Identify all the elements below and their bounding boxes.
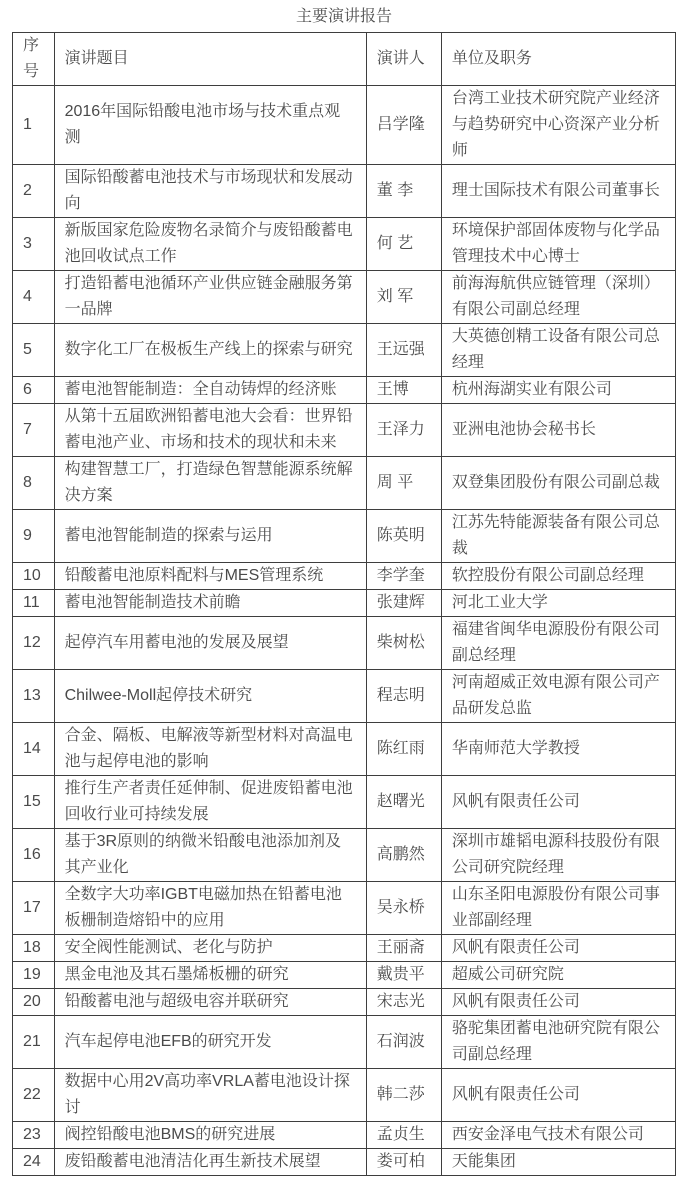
table-row — [13, 1122, 676, 1149]
row-topic-cell: 全数字大功率IGBT电磁加热在铅蓄电池板栅制造熔铅中的应用 — [54, 882, 366, 935]
row-speaker-cell: 董 李 — [366, 165, 441, 218]
row-topic-cell: 国际铅酸蓄电池技术与市场现状和发展动向 — [54, 165, 366, 218]
row-speaker-cell: 陈英明 — [366, 510, 441, 563]
row-speaker-cell: 王丽斋 — [366, 935, 441, 962]
table-row — [13, 324, 676, 377]
row-speaker-cell: 吴永桥 — [366, 882, 441, 935]
row-number-cell: 12 — [13, 617, 55, 670]
row-topic-cell: 铅酸蓄电池原料配料与MES管理系统 — [54, 563, 366, 590]
row-number-cell: 10 — [13, 563, 55, 590]
table-row — [13, 882, 676, 935]
row-number-cell: 3 — [13, 218, 55, 271]
row-topic-cell: 汽车起停电池EFB的研究开发 — [54, 1016, 366, 1069]
header-cell-no: 序号 — [13, 33, 55, 86]
table-row — [13, 989, 676, 1016]
row-number-cell: 23 — [13, 1122, 55, 1149]
header-cell-topic: 演讲题目 — [54, 33, 366, 86]
row-org-cell: 福建省闽华电源股份有限公司副总经理 — [441, 617, 675, 670]
row-org-cell: 风帆有限责任公司 — [441, 1069, 675, 1122]
table-row — [13, 165, 676, 218]
row-topic-cell: 2016年国际铅酸电池市场与技术重点观测 — [54, 86, 366, 165]
row-topic-cell: 合金、隔板、电解液等新型材料对高温电池与起停电池的影响 — [54, 723, 366, 776]
row-topic-cell: 新版国家危险废物名录简介与废铅酸蓄电池回收试点工作 — [54, 218, 366, 271]
row-org-cell: 亚洲电池协会秘书长 — [441, 404, 675, 457]
row-org-cell: 软控股份有限公司副总经理 — [441, 563, 675, 590]
row-org-cell: 江苏先特能源装备有限公司总裁 — [441, 510, 675, 563]
row-org-cell: 山东圣阳电源股份有限公司事业部副经理 — [441, 882, 675, 935]
row-speaker-cell: 周 平 — [366, 457, 441, 510]
row-number-cell: 15 — [13, 776, 55, 829]
table-row — [13, 670, 676, 723]
row-org-cell: 天能集团 — [441, 1149, 675, 1176]
page-title: 主要演讲报告 — [295, 8, 392, 25]
header-cell-speaker: 演讲人 — [366, 33, 441, 86]
table-row — [13, 457, 676, 510]
row-speaker-cell: 宋志光 — [366, 989, 441, 1016]
row-topic-cell: 数字化工厂在极板生产线上的探索与研究 — [54, 324, 366, 377]
row-speaker-cell: 柴树松 — [366, 617, 441, 670]
row-number-cell: 16 — [13, 829, 55, 882]
row-org-cell: 河南超威正效电源有限公司产品研发总监 — [441, 670, 675, 723]
row-number-cell: 24 — [13, 1149, 55, 1176]
row-org-cell: 深圳市雄韬电源科技股份有限公司研究院经理 — [441, 829, 675, 882]
table-header-row — [13, 33, 676, 86]
row-number-cell: 11 — [13, 590, 55, 617]
row-topic-cell: 安全阀性能测试、老化与防护 — [54, 935, 366, 962]
table-header — [13, 33, 676, 86]
row-org-cell: 骆驼集团蓄电池研究院有限公司副总经理 — [441, 1016, 675, 1069]
row-topic-cell: 蓄电池智能制造：全自动铸焊的经济账 — [54, 377, 366, 404]
row-number-cell: 17 — [13, 882, 55, 935]
row-speaker-cell: 赵曙光 — [366, 776, 441, 829]
row-org-cell: 前海海航供应链管理（深圳）有限公司副总经理 — [441, 271, 675, 324]
row-topic-cell: 阀控铅酸电池BMS的研究进展 — [54, 1122, 366, 1149]
row-speaker-cell: 陈红雨 — [366, 723, 441, 776]
row-speaker-cell: 孟贞生 — [366, 1122, 441, 1149]
row-topic-cell: 蓄电池智能制造技术前瞻 — [54, 590, 366, 617]
row-number-cell: 4 — [13, 271, 55, 324]
row-speaker-cell: 韩二莎 — [366, 1069, 441, 1122]
row-number-cell: 8 — [13, 457, 55, 510]
row-speaker-cell: 高鹏然 — [366, 829, 441, 882]
row-number-cell: 5 — [13, 324, 55, 377]
row-number-cell: 14 — [13, 723, 55, 776]
row-org-cell: 风帆有限责任公司 — [441, 776, 675, 829]
row-speaker-cell: 戴贵平 — [366, 962, 441, 989]
row-number-cell: 6 — [13, 377, 55, 404]
table-row — [13, 776, 676, 829]
header-cell-org: 单位及职务 — [441, 33, 675, 86]
table-row — [13, 86, 676, 165]
row-number-cell: 20 — [13, 989, 55, 1016]
row-topic-cell: Chilwee-Moll起停技术研究 — [54, 670, 366, 723]
row-org-cell: 台湾工业技术研究院产业经济与趋势研究中心资深产业分析师 — [441, 86, 675, 165]
table-row — [13, 377, 676, 404]
table-row — [13, 563, 676, 590]
row-number-cell: 18 — [13, 935, 55, 962]
row-topic-cell: 构建智慧工厂，打造绿色智慧能源系统解决方案 — [54, 457, 366, 510]
row-topic-cell: 打造铅蓄电池循环产业供应链金融服务第一品牌 — [54, 271, 366, 324]
table-row — [13, 935, 676, 962]
row-org-cell: 西安金泽电气技术有限公司 — [441, 1122, 675, 1149]
row-speaker-cell: 李学奎 — [366, 563, 441, 590]
row-speaker-cell: 王远强 — [366, 324, 441, 377]
table-row — [13, 1069, 676, 1122]
row-org-cell: 杭州海湖实业有限公司 — [441, 377, 675, 404]
row-speaker-cell: 吕学隆 — [366, 86, 441, 165]
row-speaker-cell: 石润波 — [366, 1016, 441, 1069]
row-topic-cell: 起停汽车用蓄电池的发展及展望 — [54, 617, 366, 670]
row-speaker-cell: 程志明 — [366, 670, 441, 723]
table-row — [13, 962, 676, 989]
row-org-cell: 超威公司研究院 — [441, 962, 675, 989]
table-row — [13, 1016, 676, 1069]
table-row — [13, 1149, 676, 1176]
row-org-cell: 大英德创精工设备有限公司总经理 — [441, 324, 675, 377]
table-row — [13, 723, 676, 776]
table-row — [13, 218, 676, 271]
speech-report-table — [12, 32, 676, 1176]
row-topic-cell: 推行生产者责任延伸制、促进废铅蓄电池回收行业可持续发展 — [54, 776, 366, 829]
row-org-cell: 环境保护部固体废物与化学品管理技术中心博士 — [441, 218, 675, 271]
row-number-cell: 9 — [13, 510, 55, 563]
row-speaker-cell: 王泽力 — [366, 404, 441, 457]
row-org-cell: 风帆有限责任公司 — [441, 989, 675, 1016]
row-speaker-cell: 王博 — [366, 377, 441, 404]
table-row — [13, 404, 676, 457]
row-org-cell: 风帆有限责任公司 — [441, 935, 675, 962]
row-org-cell: 理士国际技术有限公司董事长 — [441, 165, 675, 218]
row-number-cell: 21 — [13, 1016, 55, 1069]
row-org-cell: 双登集团股份有限公司副总裁 — [441, 457, 675, 510]
table-row — [13, 590, 676, 617]
row-topic-cell: 从第十五届欧洲铅蓄电池大会看：世界铅蓄电池产业、市场和技术的现状和未来 — [54, 404, 366, 457]
row-speaker-cell: 刘 军 — [366, 271, 441, 324]
row-org-cell: 华南师范大学教授 — [441, 723, 675, 776]
row-topic-cell: 数据中心用2V高功率VRLA蓄电池设计探讨 — [54, 1069, 366, 1122]
row-topic-cell: 废铅酸蓄电池清洁化再生新技术展望 — [54, 1149, 366, 1176]
row-number-cell: 2 — [13, 165, 55, 218]
row-number-cell: 13 — [13, 670, 55, 723]
table-row — [13, 617, 676, 670]
row-topic-cell: 蓄电池智能制造的探索与运用 — [54, 510, 366, 563]
table-row — [13, 510, 676, 563]
row-org-cell: 河北工业大学 — [441, 590, 675, 617]
row-number-cell: 19 — [13, 962, 55, 989]
table-row — [13, 829, 676, 882]
row-topic-cell: 铅酸蓄电池与超级电容并联研究 — [54, 989, 366, 1016]
row-number-cell: 7 — [13, 404, 55, 457]
row-speaker-cell: 张建辉 — [366, 590, 441, 617]
row-topic-cell: 黑金电池及其石墨烯板栅的研究 — [54, 962, 366, 989]
row-number-cell: 22 — [13, 1069, 55, 1122]
table-row — [13, 271, 676, 324]
table-body — [13, 86, 676, 1176]
row-topic-cell: 基于3R原则的纳微米铅酸电池添加剂及其产业化 — [54, 829, 366, 882]
row-speaker-cell: 何 艺 — [366, 218, 441, 271]
row-number-cell: 1 — [13, 86, 55, 165]
row-speaker-cell: 娄可柏 — [366, 1149, 441, 1176]
